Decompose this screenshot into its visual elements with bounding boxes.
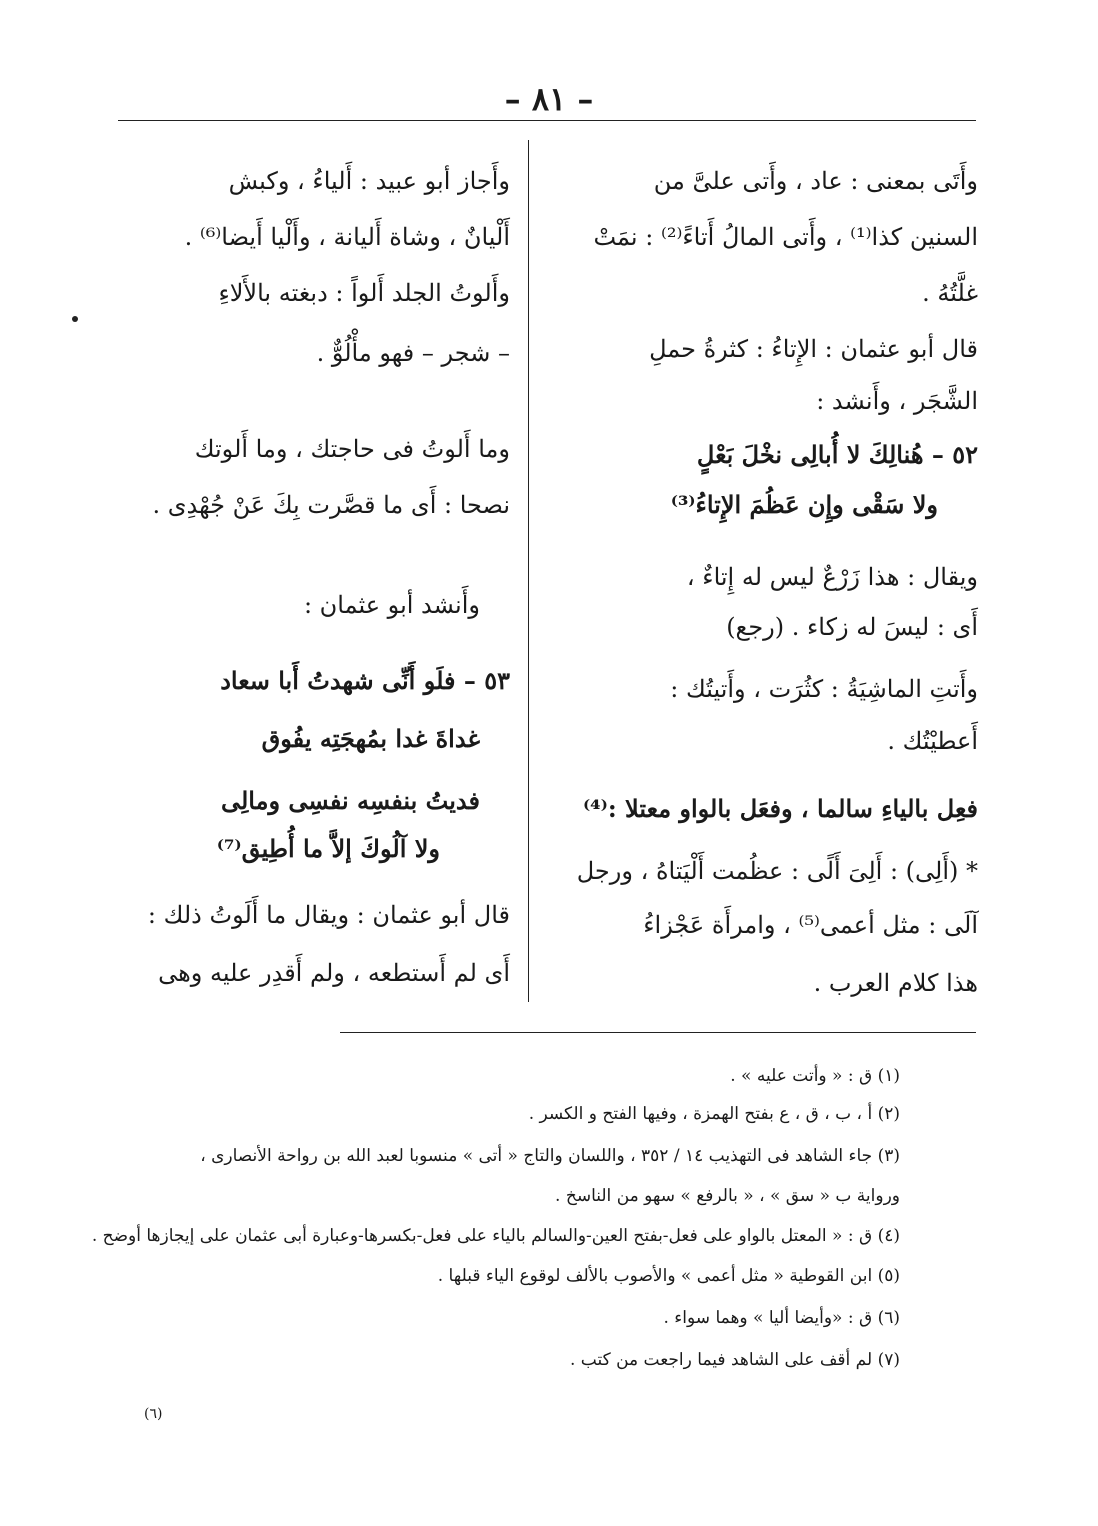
text-line: – شجر – فهو مأْلُوٌّ . xyxy=(316,339,510,367)
verse-line: ٥٣ – فلَو أَنِّى شهدتُ أَبا سعاد xyxy=(220,666,510,695)
header-rule xyxy=(118,120,976,121)
text-line: * (أَلِى) : أَلِىَ أَلًى : عظُمت أَلْيَتاهُ ، ورجل xyxy=(576,857,978,885)
text-line: وأَنشد أبو عثمان : xyxy=(303,591,480,619)
verse-line: غداةَ غدا بمُهجَتِه يفُوق xyxy=(261,724,480,753)
footnote: (٦) ق : «وأيضا أليا » وهما سواء . xyxy=(663,1308,900,1328)
text-line: قال أبو عثمان : الإِتاءُ : كثرةُ حملِ xyxy=(649,335,978,363)
section-heading: فعِل بالياءِ سالما ، وفعَل بالواو معتلا :⁽⁴⁾ xyxy=(583,794,978,823)
text-line: الشَّجَر ، وأَنشد : xyxy=(816,387,978,415)
verse-line: فديتُ بنفسِه نفسِى ومالِى xyxy=(220,786,480,815)
text-line: وأَلوتُ الجلد أَلواً : دبغته بالأَلاءِ xyxy=(218,279,510,307)
verse-line: ولا آلُوكَ إلاَّ ما أُطِيق⁽⁷⁾ xyxy=(216,834,440,863)
footnote: ورواية ب « سق » ، « بالرفع » سهو من الناسخ . xyxy=(555,1186,900,1206)
text-line: أَعطيْتُك . xyxy=(887,727,978,755)
text-line: آلَى : مثل أعمى⁽⁵⁾ ، وامرأَة عَجْزاءُ xyxy=(643,911,978,939)
text-line: وأَجاز أبو عبيد : أَلياءُ ، وكبش xyxy=(228,167,510,195)
footnote: (١) ق : « وأتت عليه » . xyxy=(730,1066,900,1086)
text-line: وأَتتِ الماشِيَةُ : كثُرَت ، وأَتيتُك : xyxy=(670,675,978,703)
verse-line: ٥٢ – هُنالِكَ لا أُبالِى نخْلَ بَعْلٍ xyxy=(696,440,978,469)
text-line: أَلْيانٌ ، وشاة أَليانة ، وأَلْيا أَيضا⁽⁶⁾ . xyxy=(184,223,510,251)
footnote: (٢) أ ، ب ، ق ، ع بفتح الهمزة ، وفيها الفتح و الكسر . xyxy=(528,1104,900,1124)
page-number: – ٨١ – xyxy=(504,80,594,118)
text-line: أَى لم أَستطعه ، ولم أَقدِر عليه وهى xyxy=(158,959,510,987)
text-line: السنين كذا⁽¹⁾ ، وأَتى المالُ أَتاءً⁽²⁾ : نمَتْ xyxy=(593,223,978,251)
text-line: هذا كلام العرب . xyxy=(813,969,978,997)
column-divider xyxy=(528,140,529,1002)
text-line: وأَتَى بمعنى : عاد ، وأَتى علىَّ من xyxy=(653,167,978,195)
text-line: قال أبو عثمان : ويقال ما أَلَوتُ ذلك : xyxy=(147,901,510,929)
footnote-rule xyxy=(340,1032,976,1033)
text-line: غلَّتُهُ . xyxy=(922,279,978,307)
footnote: (٥) ابن القوطية « مثل أعمى » والأصوب بالألف لوقوع الياء قبلها . xyxy=(437,1266,900,1286)
verse-line: ولا سَقْى وإِن عَظُمَ الإِتاءُ⁽³⁾ xyxy=(670,490,938,519)
footnote: (٧) لم أقف على الشاهد فيما راجعت من كتب . xyxy=(569,1350,900,1370)
text-line: نصحا : أَى ما قصَّرت بِكَ عَنْ جُهْدِى . xyxy=(152,491,510,519)
text-line: ويقال : هذا زَرْعٌ ليس له إِتاءٌ ، xyxy=(686,563,978,591)
text-line: أَى : ليسَ له زكاء . (رجع) xyxy=(726,613,978,641)
text-line: وما أَلوتُ فى حاجتك ، وما أَلوتك xyxy=(194,435,510,463)
footnote: (٣) جاء الشاهد فى التهذيب ١٤ / ٣٥٢ ، واللسان والتاج « أتى » منسوبا لعبد الله بن رواحة الأنصارى ، xyxy=(200,1146,900,1166)
signature-mark: (٦) xyxy=(144,1406,163,1422)
margin-dot xyxy=(72,316,78,322)
footnote: (٤) ق : « المعتل بالواو على فعل-بفتح العين-والسالم بالياء على فعل-بكسرها-وعبارة أبى عثمان على إيجازها أوضح . xyxy=(91,1226,900,1246)
